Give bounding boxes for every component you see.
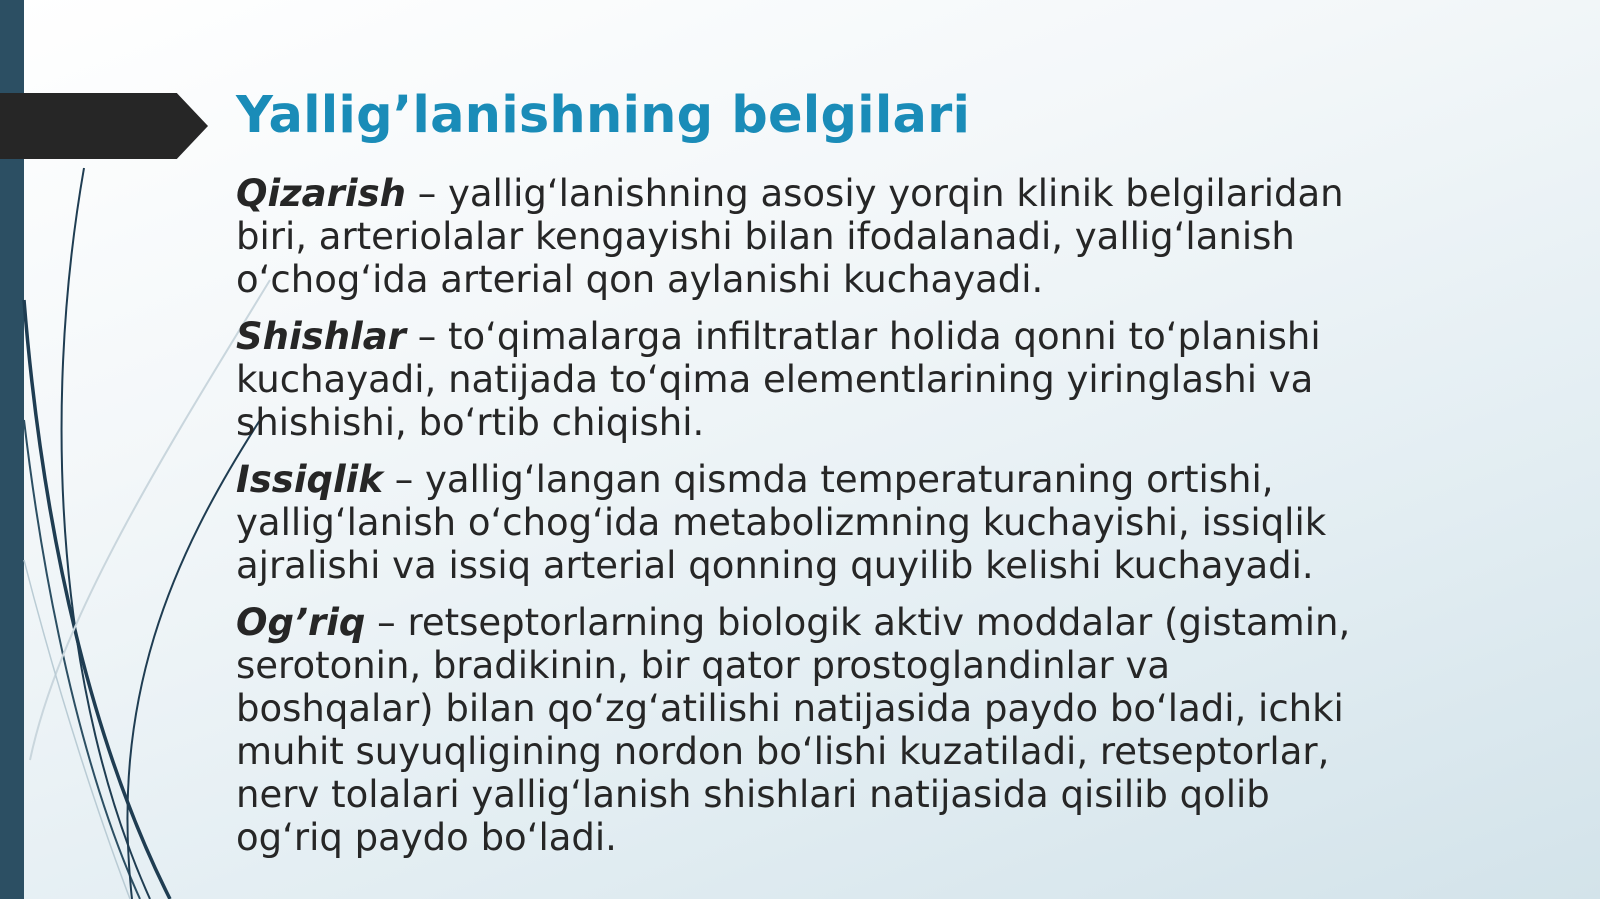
term-description: – yallig‘lanishning asosiy yorqin klinik belgilaridan biri, arteriolalar kengayishi bilan ifodalanadi, yallig‘lanish o‘chog‘ida arterial qon aylanishi kuchayadi. (236, 172, 1344, 301)
paragraph-shishlar (236, 315, 1366, 444)
title-arrow-tab (0, 93, 208, 159)
paragraph-ogriq (236, 601, 1366, 859)
swoosh-line-outer (62, 168, 150, 899)
term-label: Shishlar (236, 315, 406, 358)
term-label: Issiqlik (236, 458, 383, 501)
term-description: – retseptorlarning biologik aktiv moddalar (gistamin, serotonin, bradikinin, bir qator prostoglandinlar va boshqalar) bilan qo‘zg‘atilishi natijasida paydo bo‘ladi, ichki muhit suyuqligining nordon bo‘lishi kuzatiladi, retseptorlar, nerv tolalari yallig‘lanish shishlari natijasida qisilib qolib og‘riq paydo bo‘ladi. (236, 601, 1351, 859)
term-label: Qizarish (236, 172, 406, 215)
slide-title: Yallig’lanishning belgilari (236, 86, 971, 145)
paragraph-qizarish (236, 172, 1366, 301)
term-description: – yallig‘langan qismda temperaturaning ortishi, yallig‘lanish o‘chog‘ida metabolizmning kuchayishi, issiqlik ajralishi va issiq arterial qonning quyilib kelishi kuchayadi. (236, 458, 1327, 587)
slide-body (236, 172, 1366, 873)
swoosh-line-faint (30, 280, 270, 760)
term-description: – to‘qimalarga infiltratlar holida qonni to‘planishi kuchayadi, natijada to‘qima elementlarining yiringlashi va shishishi, bo‘rtib chiqishi. (236, 315, 1321, 444)
term-label: Og’riq (236, 601, 366, 644)
swoosh-line-faint-2 (24, 560, 130, 899)
paragraph-issiqlik (236, 458, 1366, 587)
